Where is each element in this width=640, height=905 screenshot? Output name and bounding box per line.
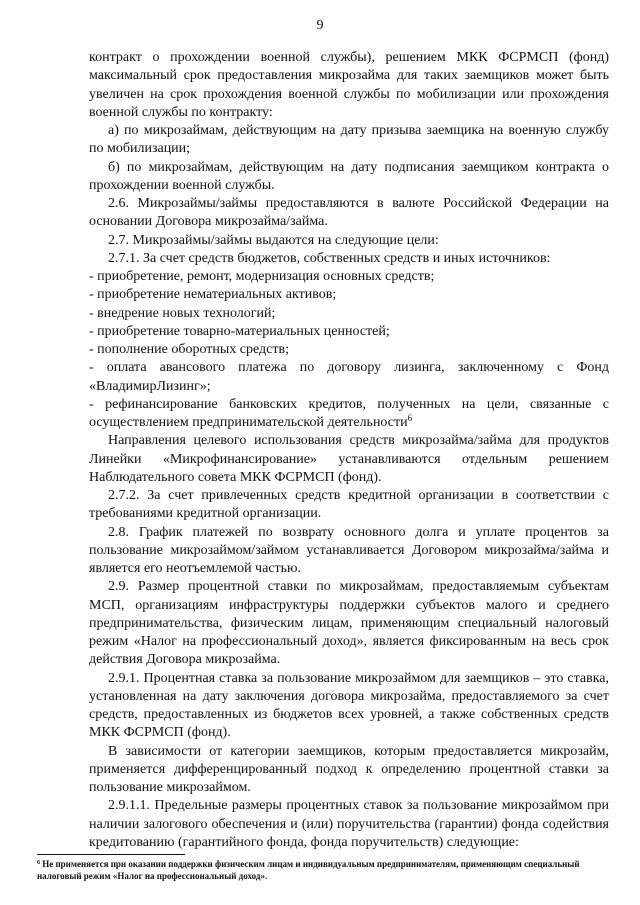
paragraph-text: 2.9.1. Процентная ставка за пользование микрозаймом для заемщиков – это ставка, установленная на дату заключения договора микрозайма, предоставляемого за счет средств, предоставленных из бюджетов всех уровней, а также собственных средств МКК ФСРМСП (фонд). — [89, 670, 609, 741]
paragraph-text: В зависимости от категории заемщиков, которым предоставляется микрозайм, применяется дифференцированный подход к определению процентной ставки за пользование микрозаймом. — [89, 743, 609, 795]
paragraph-text: 2.9. Размер процентной ставки по микрозаймам, предоставляемым субъектам МСП, организациям инфраструктуры поддержки субъектов малого и среднего предпринимательства, физическим лицам, применяющим специальный налоговый режим «Налог на профессиональный доход», является фиксированным на весь срок действия Договора микрозайма. — [89, 579, 609, 668]
paragraph-text: Направления целевого использования средств микрозайма/займа для продуктов Линейки «Микрофинансирование» устанавливаются отдельным решением Наблюдательного совета МКК ФСРМСП (фонд). — [89, 433, 609, 485]
paragraph-text: - рефинансирование банковских кредитов, полученных на цели, связанные с осуществлением предпринимательской деятельности — [89, 396, 609, 430]
paragraph-text: 2.7.2. За счет привлеченных средств кредитной организации в соответствии с требованиями кредитной организации. — [89, 488, 609, 522]
page-number: 9 — [316, 18, 324, 33]
paragraph-text: 2.9.1.1. Предельные размеры процентных ставок за пользование микрозаймом при наличии залогового обеспечения и (или) поручительства (гарантии) фонда содействия кредитованию (гарантийного фонда, фонда поручительств) следующие: — [89, 798, 609, 850]
paragraph — [89, 524, 609, 579]
paragraph-text: - приобретение товарно-материальных ценностей; — [89, 323, 390, 339]
footnote-mark: 6 — [37, 860, 40, 866]
paragraph — [89, 578, 609, 669]
list-item — [89, 323, 609, 341]
paragraph-text: - приобретение, ремонт, модернизация основных средств; — [89, 269, 435, 284]
paragraph-text: - внедрение новых технологий; — [89, 305, 276, 321]
list-item — [89, 286, 609, 304]
list-item — [89, 268, 609, 286]
list-item — [89, 359, 609, 396]
paragraph-text: - пополнение оборотных средств; — [89, 342, 290, 357]
paragraph-text: а) по микрозаймам, действующим на дату призыва заемщика на военную службу по мобилизации; — [89, 123, 609, 157]
paragraph — [89, 49, 609, 122]
paragraph — [89, 743, 609, 798]
footnote-separator — [37, 854, 185, 855]
paragraph-text: - оплата авансового платежа по договору лизинга, заключенному с Фонд «ВладимирЛизинг»; — [89, 360, 609, 394]
paragraph-text: 2.8. График платежей по возврату основного долга и уплате процентов за пользование микрозаймом/займом устанавливается Договором микрозайма/займа и является его неотъемлемой частью. — [89, 524, 609, 576]
footnote — [37, 858, 609, 882]
list-item — [89, 341, 609, 359]
paragraph-text: б) по микрозаймам, действующим на дату подписания заемщиком контракта о прохождении военной службы. — [89, 159, 609, 193]
paragraph — [89, 122, 609, 159]
list-item — [89, 305, 609, 323]
paragraph — [89, 670, 609, 743]
footnote-text: Не применяется при оказании поддержки физическим лицам и индивидуальным предпринимателям, применяющим специальный налоговый режим «Налог на профессиональный доход». — [37, 859, 580, 881]
document-body — [89, 49, 609, 852]
paragraph-text: 2.6. Микрозаймы/займы предоставляются в валюте Российской Федерации на основании Договора микрозайма/займа. — [89, 196, 609, 230]
paragraph — [89, 250, 609, 268]
paragraph — [89, 195, 609, 232]
paragraph — [89, 232, 609, 250]
paragraph-text: - приобретение нематериальных активов; — [89, 287, 337, 303]
paragraph — [89, 159, 609, 196]
footnote-ref: 6 — [407, 413, 413, 423]
paragraph-text: контракт о прохождении военной службы), решением МКК ФСРМСП (фонд) максимальный срок предоставления микрозайма для таких заемщиков может быть увеличен на срок прохождения военной службы по мобилизации или прохождения военной службы по контракту: — [89, 50, 609, 120]
paragraph — [89, 487, 609, 524]
paragraph-text: 2.7. Микрозаймы/займы выдаются на следующие цели: — [108, 232, 439, 248]
paragraph — [89, 797, 609, 852]
paragraph-text: 2.7.1. За счет средств бюджетов, собственных средств и иных источников: — [108, 250, 551, 266]
paragraph — [89, 432, 609, 487]
list-item — [89, 396, 609, 433]
